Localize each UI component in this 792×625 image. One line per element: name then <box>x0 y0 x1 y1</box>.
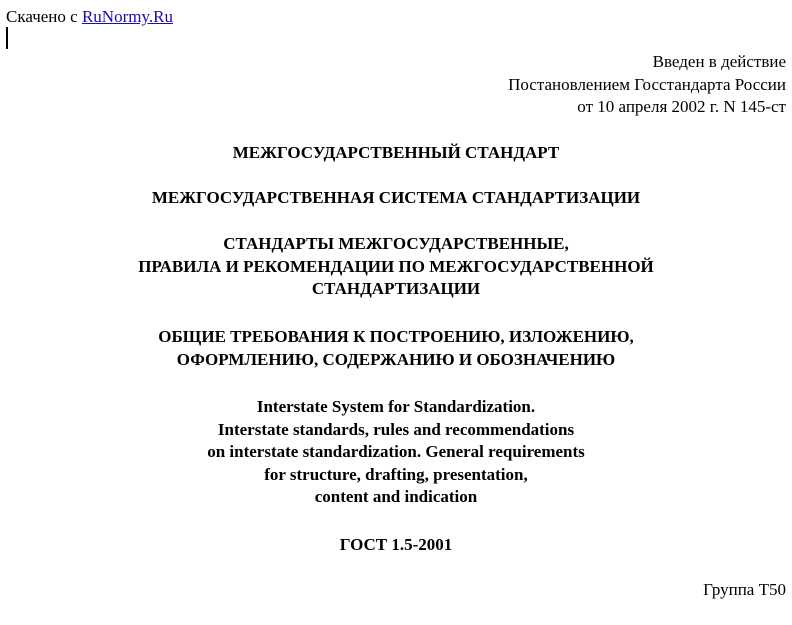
standard-designation <box>0 534 792 557</box>
subject-heading <box>0 233 792 301</box>
enactment-line: Введен в действие <box>652 52 786 71</box>
designation-line: ГОСТ 1.5-2001 <box>339 535 453 554</box>
source-prefix: Скачено с <box>6 7 82 26</box>
heading-line: МЕЖГОСУДАРСТВЕННЫЙ СТАНДАРТ <box>232 143 560 162</box>
enactment-note <box>508 51 786 119</box>
english-title-line: Interstate System for Standardization. <box>256 397 536 416</box>
english-title-line: on interstate standardization. General requirements <box>207 442 585 461</box>
heading-line: СТАНДАРТИЗАЦИИ <box>311 279 481 298</box>
english-title-line: content and indication <box>314 487 478 506</box>
english-title-line: Interstate standards, rules and recommendations <box>217 419 575 439</box>
source-line <box>6 6 173 29</box>
heading-line: ПРАВИЛА И РЕКОМЕНДАЦИИ ПО МЕЖГОСУДАРСТВЕННОЙ <box>138 256 654 276</box>
heading-line: ОФОРМЛЕНИЮ, СОДЕРЖАНИЮ И ОБОЗНАЧЕНИЮ <box>176 349 616 369</box>
system-heading <box>0 187 792 210</box>
heading-line: МЕЖГОСУДАРСТВЕННАЯ СИСТЕМА СТАНДАРТИЗАЦИИ <box>151 188 641 207</box>
heading-line: СТАНДАРТЫ МЕЖГОСУДАРСТВЕННЫЕ, <box>223 234 569 253</box>
enactment-line: Постановлением Госстандарта России <box>508 74 786 94</box>
source-link[interactable]: RuNormy.Ru <box>81 7 173 26</box>
english-title <box>0 396 792 509</box>
requirements-heading <box>0 326 792 371</box>
classification-group: Группа Т50 <box>703 580 786 599</box>
text-cursor <box>6 27 8 49</box>
enactment-line: от 10 апреля 2002 г. N 145-ст <box>577 97 786 116</box>
standard-type-heading <box>0 142 792 165</box>
english-title-line: for structure, drafting, presentation, <box>264 464 528 484</box>
heading-line: ОБЩИЕ ТРЕБОВАНИЯ К ПОСТРОЕНИЮ, ИЗЛОЖЕНИЮ, <box>158 327 634 346</box>
